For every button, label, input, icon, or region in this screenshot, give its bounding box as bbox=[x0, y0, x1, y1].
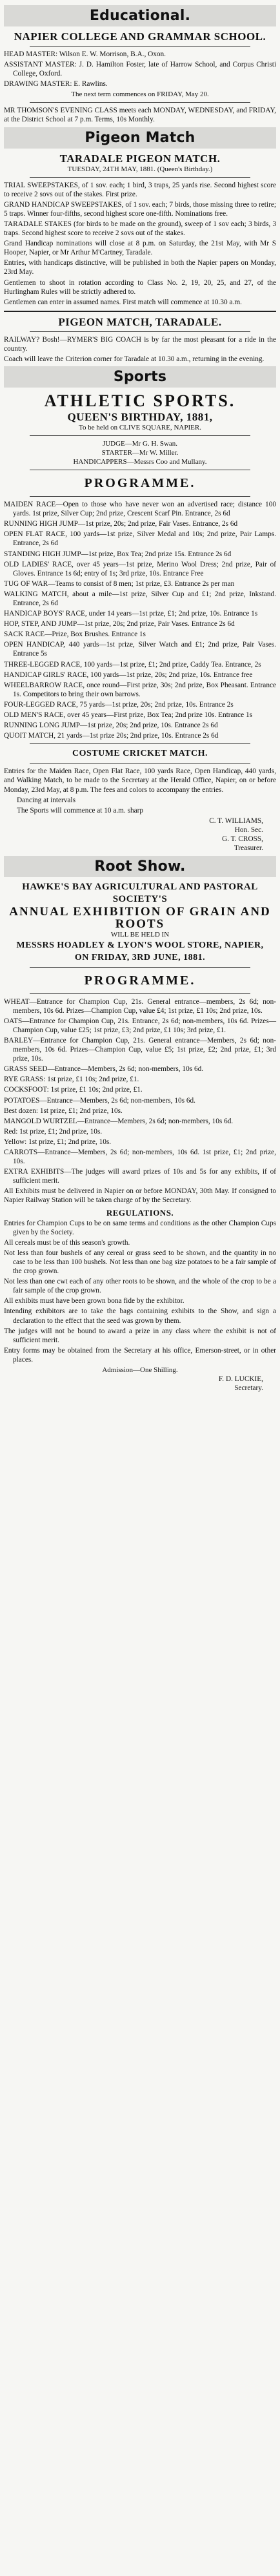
entries-notice: Entries for the Maiden Race, Open Flat Race, 100 yards Race, Open Handicap, 440 yards, and Walking Match, to be made to the Secretary at the Herald Office, Napier, on or before Monday, 23rd May, at 8 p.m. The fees and colors to accompany the entries. bbox=[4, 767, 276, 794]
divider bbox=[30, 177, 250, 178]
event-item: OLD LADIES' RACE, over 45 years—1st prize, Merino Wool Dress; 2nd prize, Pair of Gloves. Entrance 1s 6d; entry of 1s; 3rd prize, 10s. Entrance Free bbox=[4, 560, 276, 577]
divider bbox=[30, 993, 250, 994]
pigeon-para: TRIAL SWEEPSTAKES, of 1 sov. each; 1 bird, 3 traps, 25 yards rise. Second highest score to receive 2 sovs out of the stakes. First prize. bbox=[4, 181, 276, 198]
root-programme: PROGRAMME. bbox=[84, 973, 196, 988]
root-place: MESSRS HOADLEY & LYON'S WOOL STORE, NAPIER, bbox=[16, 940, 264, 950]
event-item: THREE-LEGGED RACE, 100 yards—1st prize, £1; 2nd prize, Caddy Tea. Entrance, 2s bbox=[4, 660, 261, 669]
sports-subtitle: QUEEN'S BIRTHDAY, 1881, bbox=[67, 411, 213, 424]
root-item: POTATOES—Entrance—Members, 2s 6d; non-members, 10s 6d. bbox=[4, 1096, 195, 1105]
root-held: WILL BE HELD IN bbox=[110, 930, 170, 939]
pigeon-header: Pigeon Match bbox=[4, 127, 276, 149]
root-item: Best dozen: 1st prize, £1; 2nd prize, 10s. bbox=[4, 1106, 123, 1115]
event-item: SACK RACE—Prize, Box Brushes. Entrance 1s bbox=[4, 630, 146, 639]
divider bbox=[30, 967, 250, 968]
delivery-notice: All Exhibits must be delivered in Napier on or before MONDAY, 30th May. If consigned to Napier Railway Station will be taken charge of by the Secretary. bbox=[4, 1187, 276, 1205]
signature-2: G. T. CROSS, bbox=[222, 835, 263, 844]
regulations-title: REGULATIONS. bbox=[106, 1207, 174, 1218]
event-item: RUNNING HIGH JUMP—1st prize, 20s; 2nd prize, Fair Vases. Entrance, 2s 6d bbox=[4, 520, 238, 528]
coach-notice-2: Coach will leave the Criterion corner for Taradale at 10.30 a.m., returning in the evening. bbox=[4, 355, 265, 363]
root-items-list bbox=[4, 997, 276, 1186]
event-item: HANDICAP GIRLS' RACE, 100 yards—1st prize, 20s; 2nd prize, 10s. Entrance free bbox=[4, 670, 253, 679]
events-list bbox=[4, 500, 276, 740]
pigeon-para: Grand Handicap nominations will close at 8 p.m. on Saturday, the 21st May, with Mr S Hooper, Napier, or Mr Arthur M'Cartney, Taradale. bbox=[4, 240, 276, 257]
root-item: EXTRA EXHIBITS—The judges will award prizes of 10s and 5s for any exhibits, if of sufficient merit. bbox=[4, 1168, 276, 1185]
signature-1: C. T. WILLIAMS, bbox=[209, 816, 263, 825]
root-show-header: Root Show. bbox=[4, 856, 276, 877]
root-item: WHEAT—Entrance for Champion Cup, 21s. General entrance—members, 2s 6d; non-members, 10s 6d. Prizes—Champion Cup, value £4; 1st prize, £1 10s; 2nd prize, 10s. bbox=[4, 997, 276, 1015]
regulation-item: All cereals must be of this season's growth. bbox=[4, 1238, 130, 1247]
event-item: TUG OF WAR—Teams to consist of 8 men; 1st prize, £3. Entrance 2s per man bbox=[4, 579, 235, 588]
term-notice: The next term commences on FRIDAY, May 20. bbox=[71, 90, 209, 99]
divider bbox=[30, 46, 250, 47]
educational-header: Educational. bbox=[4, 5, 276, 26]
divider bbox=[4, 311, 276, 312]
event-item: RUNNING LONG JUMP—1st prize, 20s; 2nd prize, 10s. Entrance 2s 6d bbox=[4, 722, 218, 730]
root-item: GRASS SEED—Entrance—Members, 2s 6d; non-members, 10s 6d. bbox=[4, 1065, 204, 1074]
root-item: Yellow: 1st prize, £1; 2nd prize, 10s. bbox=[4, 1137, 112, 1146]
sports-header: Sports bbox=[4, 366, 276, 388]
event-item: HOP, STEP, AND JUMP—1st prize, 20s; 2nd prize, Pair Vases. Entrance 2s 6d bbox=[4, 620, 235, 628]
event-item: OPEN HANDICAP, 440 yards—1st prize, Silver Watch and £1; 2nd prize, Pair Vases. Entrance 5s bbox=[4, 641, 276, 658]
event-item: FOUR-LEGGED RACE, 75 yards—1st prize, 20s; 2nd prize, 10s. Entrance 2s bbox=[4, 700, 234, 709]
coach-notice: RAILWAY? Bosh!—RYMER'S BIG COACH is by far the most pleasant for a ride in the country. bbox=[4, 335, 276, 353]
event-item: OLD MEN'S RACE, over 45 years—First prize, Box Tea; 2nd prize 10s. Entrance 1s bbox=[4, 711, 253, 720]
event-item: QUOIT MATCH, 21 yards—1st prize 20s; 2nd prize, 10s. Entrance 2s 6d bbox=[4, 732, 219, 740]
signature-1-title: Hon. Sec. bbox=[234, 826, 263, 834]
signature-2-title: Treasurer. bbox=[234, 844, 263, 853]
root-item: RYE GRASS: 1st prize, £1 10s; 2nd prize, £1. bbox=[4, 1075, 139, 1084]
handicappers: HANDICAPPERS—Messrs Coo and Mullany. bbox=[73, 458, 207, 466]
event-item: OPEN FLAT RACE, 100 yards—1st prize, Silver Medal and 10s; 2nd prize, Pair Lamps. Entrance, 2s 6d bbox=[4, 530, 276, 548]
pigeon-para: Gentlemen can enter in assumed names. First match will commence at 10.30 a.m. bbox=[4, 298, 242, 306]
regulation-item: Intending exhibitors are to take the bags containing exhibits to the Show, and sign a declaration to the effect that the seed was grown by them. bbox=[4, 1307, 276, 1325]
root-title-2: ANNUAL EXHIBITION OF GRAIN AND ROOTS bbox=[9, 904, 271, 931]
event-item: MAIDEN RACE—Open to those who have never won an advertised race; distance 100 yards. 1st prize, Silver Cup; 2nd prize, Crescent Scarf Pin. Entrance, 2s 6d bbox=[4, 501, 276, 518]
root-title: HAWKE'S BAY AGRICULTURAL AND PASTORAL SOCIETY'S bbox=[22, 881, 258, 904]
regulation-item: Not less than one cwt each of any other roots to be shown, and the whole of the crop to be a fair sample of the crop grown. bbox=[4, 1278, 276, 1295]
root-item: OATS—Entrance for Champion Cup, 21s. Entrance, 2s 6d; non-members, 10s 6d. Prizes—Champion Cup, value £25; 1st prize, £3; 2nd prize, £1 10s; 3rd prize, £1. bbox=[4, 1017, 276, 1034]
divider bbox=[30, 331, 250, 332]
root-date: ON FRIDAY, 3RD JUNE, 1881. bbox=[74, 952, 206, 962]
judge: JUDGE—Mr G. H. Swan. bbox=[102, 440, 178, 448]
root-item: BARLEY—Entrance for Champion Cup, 21s. General entrance—Members, 2s 6d; non-members, 10s 6d. Prizes—Champion Cup, value £5; 1st prize, £2; 2nd prize, £1; 3rd prize, 10s. bbox=[4, 1036, 276, 1063]
divider bbox=[30, 743, 250, 744]
pigeon-para: GRAND HANDICAP SWEEPSTAKES, of 1 sov. each; 7 birds, those missing three to retire; 5 traps. Winner four-fifths, second highest score one-fifth. Nominations free. bbox=[4, 200, 276, 218]
divider bbox=[30, 435, 250, 436]
evening-class: MR THOMSON'S EVENING CLASS meets each MONDAY, WEDNESDAY, and FRIDAY, at the District School at 7 p.m. Terms, 10s Monthly. bbox=[4, 107, 276, 124]
root-item: Red: 1st prize, £1; 2nd prize, 10s. bbox=[4, 1127, 103, 1136]
college-title: NAPIER COLLEGE AND GRAMMAR SCHOOL. bbox=[14, 30, 266, 43]
regulation-item: Not less than four bushels of any cereal or grass seed to be shown, and the quantity in no case to be less than 100 bushels. Not less than one bag size potatoes to be a fair sample of the crop grown. bbox=[4, 1249, 276, 1276]
root-item: CARROTS—Entrance—Members, 2s 6d; non-members, 10s 6d. 1st prize, £1; 2nd prize, 10s. bbox=[4, 1148, 276, 1166]
regulation-item: All exhibits must have been grown bona fide by the exhibitor. bbox=[4, 1297, 185, 1305]
pigeon-title-2: PIGEON MATCH, TARADALE. bbox=[58, 315, 222, 328]
event-item: HANDICAP BOYS' RACE, under 14 years—1st prize, £1; 2nd prize, 10s. Entrance 1s bbox=[4, 610, 258, 618]
regulation-item: Entry forms may be obtained from the Secretary at his office, Emerson-street, or in other places. bbox=[4, 1346, 276, 1364]
pigeon-para: Gentlemen to shoot in rotation according to Class No. 2, 19, 20, 25, and 27, of the Hurlingham Rules will be strictly adhered to. bbox=[4, 278, 276, 296]
starter: STARTER—Mr W. Miller. bbox=[101, 449, 179, 457]
root-signature: F. D. LUCKIE, bbox=[218, 1375, 263, 1383]
pigeon-title: TARADALE PIGEON MATCH. bbox=[59, 152, 221, 165]
event-item: WHEELBARROW RACE, once round—First prize, 30s; 2nd prize, Box Pheasant. Entrance 1s. Competitors to bring their own barrows. bbox=[4, 681, 276, 698]
pigeon-date: TUESDAY, 24TH MAY, 1881. (Queen's Birthday.) bbox=[67, 165, 213, 173]
root-item: COCKSFOOT: 1st prize, £1 10s; 2nd prize, £1. bbox=[4, 1086, 143, 1094]
sports-title: ATHLETIC SPORTS. bbox=[44, 391, 236, 411]
assistant-master: ASSISTANT MASTER: J. D. Hamilton Foster, late of Harrow School, and Corpus Christi College, Oxford. bbox=[4, 61, 276, 78]
head-master: HEAD MASTER: Wilson E. W. Morrison, B.A., Oxon. bbox=[4, 50, 166, 58]
sports-venue: To be held on CLIVE SQUARE, NAPIER. bbox=[79, 424, 201, 432]
pigeon-para: TARADALE STAKES (for birds to be made on the ground), sweep of 1 sov each; 3 birds, 3 traps. Second highest score to receive 2 sovs out of the stakes. bbox=[4, 220, 276, 238]
event-item: WALKING MATCH, about a mile—1st prize, Silver Cup and £1; 2nd prize, Inkstand. Entrance, 2s 6d bbox=[4, 590, 276, 607]
divider bbox=[30, 102, 250, 103]
root-item: MANGOLD WURTZEL—Entrance—Members, 2s 6d; non-members, 10s 6d. bbox=[4, 1117, 234, 1125]
event-item: STANDING HIGH JUMP—1st prize, Box Tea; 2nd prize 15s. Entrance 2s 6d bbox=[4, 550, 232, 558]
root-signature-title: Secretary. bbox=[234, 1384, 263, 1393]
pigeon-para: Entries, with handicaps distinctive, will be published in both the Napier papers on Monday, 23rd May. bbox=[4, 259, 276, 276]
divider bbox=[30, 496, 250, 497]
cricket-match: COSTUME CRICKET MATCH. bbox=[72, 749, 208, 759]
regulation-item: The judges will not be bound to award a prize in any class where the exhibit is not of sufficient merit. bbox=[4, 1327, 276, 1344]
admission: Admission—One Shilling. bbox=[102, 1366, 178, 1374]
dancing: Dancing at intervals bbox=[17, 796, 75, 804]
sports-programme: PROGRAMME. bbox=[84, 476, 196, 491]
regulation-item: Entries for Champion Cups to be on same terms and conditions as the other Champion Cups given by the Society. bbox=[4, 1219, 276, 1236]
commence: The Sports will commence at 10 a.m. sharp bbox=[17, 806, 144, 815]
regulations-list bbox=[4, 1219, 276, 1364]
drawing-master: DRAWING MASTER: E. Rawlins. bbox=[4, 80, 108, 88]
